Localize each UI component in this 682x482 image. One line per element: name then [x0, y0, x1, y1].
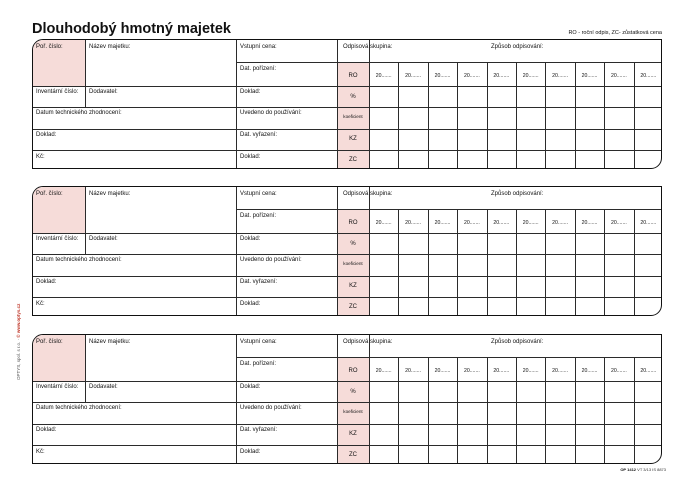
doklad-label: Doklad: [240, 384, 261, 390]
doklad-label: Doklad: [240, 236, 261, 242]
year-header: 20....... [493, 368, 510, 374]
row-line [33, 381, 85, 382]
form-code-number: OP 1412 [620, 467, 637, 472]
year-header: 20....... [610, 368, 627, 374]
year-header: 20....... [640, 368, 657, 374]
dat-vyrazeni-label: Dat. vyřazení: [240, 279, 278, 285]
row-line [33, 107, 662, 108]
col-line [369, 40, 370, 169]
code-zc: ZC [349, 452, 357, 458]
uvedeno-label: Uvedeno do používání: [240, 257, 302, 263]
dat-vyrazeni-label: Dat. vyřazení: [240, 132, 278, 138]
doklad-label: Doklad: [240, 449, 261, 455]
dat-porizeni-label: Dat. pořízení: [240, 66, 277, 72]
year-header: 20....... [640, 220, 657, 226]
page-title: Dlouhodobý hmotný majetek [32, 21, 231, 37]
zpusob-odpisovani-label: Způsob odpisování: [491, 44, 544, 50]
year-header: 20....... [493, 73, 510, 79]
row-line [236, 357, 662, 358]
row-line [236, 86, 662, 87]
year-header: 20....... [522, 368, 539, 374]
row-line [33, 254, 662, 255]
year-header: 20....... [493, 220, 510, 226]
code-koeficient: koeficient [343, 409, 363, 414]
zpusob-odpisovani-label: Způsob odpisování: [491, 191, 544, 197]
doklad-label: Doklad: [240, 301, 261, 307]
year-header: 20....... [552, 368, 569, 374]
code-percent: % [350, 241, 356, 247]
col-line [85, 40, 86, 107]
legend-note: RO - roční odpis, ZC- zůstatková cena [568, 30, 662, 36]
year-header: 20....... [434, 73, 451, 79]
inventarni-cislo-label: Inventární číslo: [36, 89, 79, 95]
uvedeno-label: Uvedeno do používání: [240, 110, 302, 116]
col-line [337, 40, 338, 169]
year-header: 20....... [640, 73, 657, 79]
odpisova-skupina-label: Odpisová skupina: [343, 191, 393, 197]
dodavatel-label: Dodavatel: [89, 236, 118, 242]
row-line [85, 233, 236, 234]
dat-vyrazeni-label: Dat. vyřazení: [240, 427, 278, 433]
dodavatel-label: Dodavatel: [89, 89, 118, 95]
asset-card [32, 334, 662, 464]
year-header: 20....... [405, 220, 422, 226]
year-header: 20....... [581, 368, 598, 374]
nazev-majetku-label: Název majetku: [89, 44, 131, 50]
code-ro: RO [348, 73, 358, 79]
doklad-label: Doklad: [36, 279, 57, 285]
row-line [33, 86, 85, 87]
inventarni-cislo-label: Inventární číslo: [36, 384, 79, 390]
odpisova-skupina-label: Odpisová skupina: [343, 339, 393, 345]
code-ro: RO [348, 220, 358, 226]
publisher-web: © www.optys.cz [16, 303, 21, 338]
code-kz: KZ [349, 283, 357, 289]
vstupni-cena-label: Vstupní cena: [240, 44, 277, 50]
code-koeficient: koeficient [343, 114, 363, 119]
poradove-cislo-label: Poř. číslo: [36, 44, 63, 50]
code-zc: ZC [349, 157, 357, 163]
year-header: 20....... [463, 368, 480, 374]
code-percent: % [350, 389, 356, 395]
dodavatel-label: Dodavatel: [89, 384, 118, 390]
row-line [85, 381, 236, 382]
datum-tz-label: Datum technického zhodnocení: [36, 110, 122, 116]
doklad-label: Doklad: [240, 154, 261, 160]
year-header: 20....... [610, 220, 627, 226]
year-header: 20....... [463, 73, 480, 79]
row-line [236, 62, 662, 63]
col-line [337, 335, 338, 464]
year-header: 20....... [463, 220, 480, 226]
code-kz: KZ [349, 136, 357, 142]
col-line [85, 187, 86, 254]
year-header: 20....... [375, 73, 392, 79]
code-koeficient: koeficient [343, 261, 363, 266]
uvedeno-label: Uvedeno do používání: [240, 405, 302, 411]
year-header: 20....... [405, 368, 422, 374]
dat-porizeni-label: Dat. pořízení: [240, 213, 277, 219]
row-line [33, 402, 662, 403]
year-header: 20....... [552, 220, 569, 226]
year-header: 20....... [522, 220, 539, 226]
datum-tz-label: Datum technického zhodnocení: [36, 257, 122, 263]
col-line [236, 335, 237, 464]
vstupni-cena-label: Vstupní cena: [240, 339, 277, 345]
col-line [236, 40, 237, 169]
col-line [337, 187, 338, 316]
year-header: 20....... [522, 73, 539, 79]
year-header: 20....... [434, 368, 451, 374]
col-line [369, 187, 370, 316]
nazev-majetku-label: Název majetku: [89, 191, 131, 197]
row-line [33, 445, 662, 446]
year-header: 20....... [405, 73, 422, 79]
asset-card [32, 39, 662, 169]
col-line [369, 335, 370, 464]
odpisova-skupina-label: Odpisová skupina: [343, 44, 393, 50]
nazev-majetku-label: Název majetku: [89, 339, 131, 345]
year-header: 20....... [434, 220, 451, 226]
doklad-label: Doklad: [240, 89, 261, 95]
publisher-brand: OPTYS, spol. s r.o. [16, 341, 21, 380]
asset-card [32, 186, 662, 316]
year-header: 20....... [375, 368, 392, 374]
code-ro: RO [348, 368, 358, 374]
year-header: 20....... [552, 73, 569, 79]
row-line [236, 233, 662, 234]
year-header: 20....... [581, 220, 598, 226]
kc-label: Kč: [36, 301, 45, 307]
code-kz: KZ [349, 431, 357, 437]
col-line [236, 187, 237, 316]
datum-tz-label: Datum technického zhodnocení: [36, 405, 122, 411]
row-line [85, 86, 236, 87]
dat-porizeni-label: Dat. pořízení: [240, 361, 277, 367]
kc-label: Kč: [36, 154, 45, 160]
poradove-cislo-label: Poř. číslo: [36, 339, 63, 345]
col-line [85, 335, 86, 402]
publisher-note: OPTYS, spol. s r.o. · © www.optys.cz [16, 303, 21, 380]
kc-label: Kč: [36, 449, 45, 455]
year-header: 20....... [610, 73, 627, 79]
row-line [236, 209, 662, 210]
row-line [33, 276, 662, 277]
row-line [33, 129, 662, 130]
form-code-rest: VT 3/13 IS 8873 [637, 467, 666, 472]
zpusob-odpisovani-label: Způsob odpisování: [491, 339, 544, 345]
doklad-label: Doklad: [36, 132, 57, 138]
code-zc: ZC [349, 304, 357, 310]
year-header: 20....... [375, 220, 392, 226]
code-percent: % [350, 94, 356, 100]
row-line [33, 424, 662, 425]
row-line [33, 297, 662, 298]
year-header: 20....... [581, 73, 598, 79]
form-code [620, 467, 666, 472]
poradove-cislo-label: Poř. číslo: [36, 191, 63, 197]
doklad-label: Doklad: [36, 427, 57, 433]
row-line [236, 381, 662, 382]
row-line [33, 233, 85, 234]
row-line [33, 150, 662, 151]
vstupni-cena-label: Vstupní cena: [240, 191, 277, 197]
inventarni-cislo-label: Inventární číslo: [36, 236, 79, 242]
